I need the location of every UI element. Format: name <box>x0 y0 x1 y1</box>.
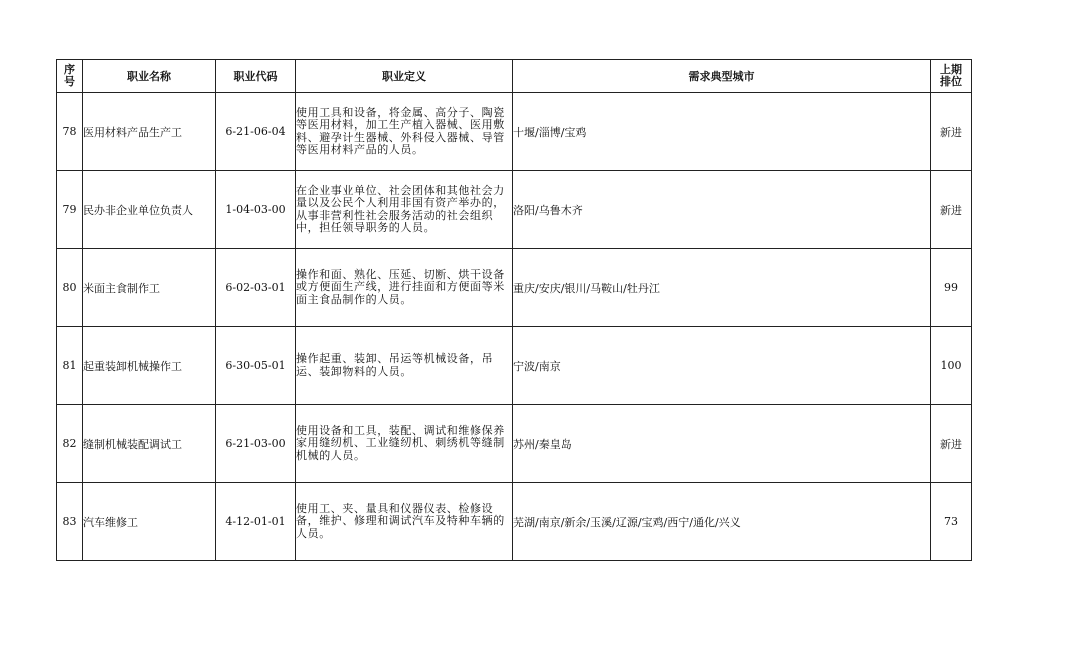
row-last-rank: 新进 <box>931 93 972 171</box>
occupation-table <box>56 59 972 561</box>
row-cities: 洛阳/乌鲁木齐 <box>513 171 931 249</box>
header-index: 序号 <box>57 60 83 93</box>
row-name: 缝制机械装配调试工 <box>83 405 216 483</box>
row-definition: 操作起重、装卸、吊运等机械设备，吊运、装卸物料的人员。 <box>296 327 513 405</box>
row-cities: 苏州/秦皇岛 <box>513 405 931 483</box>
row-index: 80 <box>57 249 83 327</box>
row-code: 6-21-06-04 <box>216 93 296 171</box>
row-index: 78 <box>57 93 83 171</box>
row-definition: 操作和面、熟化、压延、切断、烘干设备或方便面生产线，进行挂面和方便面等米面主食品制作的人员。 <box>296 249 513 327</box>
row-name: 民办非企业单位负责人 <box>83 171 216 249</box>
row-last-rank: 73 <box>931 483 972 561</box>
row-index: 82 <box>57 405 83 483</box>
header-cities: 需求典型城市 <box>513 60 931 93</box>
table-header-row <box>57 60 972 93</box>
row-name: 医用材料产品生产工 <box>83 93 216 171</box>
row-index: 79 <box>57 171 83 249</box>
header-code: 职业代码 <box>216 60 296 93</box>
row-cities: 宁波/南京 <box>513 327 931 405</box>
row-last-rank: 新进 <box>931 171 972 249</box>
row-last-rank: 新进 <box>931 405 972 483</box>
row-definition: 在企业事业单位、社会团体和其他社会力量以及公民个人利用非国有资产举办的，从事非营利性社会服务活动的社会组织中，担任领导职务的人员。 <box>296 171 513 249</box>
row-name: 汽车维修工 <box>83 483 216 561</box>
row-cities: 芜湖/南京/新余/玉溪/辽源/宝鸡/西宁/通化/兴义 <box>513 483 931 561</box>
header-last-rank: 上期排位 <box>931 60 972 93</box>
row-cities: 十堰/淄博/宝鸡 <box>513 93 931 171</box>
row-cities: 重庆/安庆/银川/马鞍山/牡丹江 <box>513 249 931 327</box>
row-code: 6-21-03-00 <box>216 405 296 483</box>
header-name: 职业名称 <box>83 60 216 93</box>
row-definition: 使用工具和设备，将金属、高分子、陶瓷等医用材料，加工生产植入器械、医用敷料、避孕计生器械、外科侵入器械、导管等医用材料产品的人员。 <box>296 93 513 171</box>
row-index: 81 <box>57 327 83 405</box>
table-row <box>57 171 972 249</box>
table-row <box>57 327 972 405</box>
row-code: 6-30-05-01 <box>216 327 296 405</box>
row-code: 6-02-03-01 <box>216 249 296 327</box>
row-index: 83 <box>57 483 83 561</box>
table-row <box>57 249 972 327</box>
row-code: 4-12-01-01 <box>216 483 296 561</box>
row-definition: 使用工、夹、量具和仪器仪表、检修设备，维护、修理和调试汽车及特种车辆的人员。 <box>296 483 513 561</box>
row-name: 米面主食制作工 <box>83 249 216 327</box>
row-last-rank: 100 <box>931 327 972 405</box>
row-name: 起重装卸机械操作工 <box>83 327 216 405</box>
header-definition: 职业定义 <box>296 60 513 93</box>
table-row <box>57 483 972 561</box>
table-row <box>57 93 972 171</box>
row-definition: 使用设备和工具，装配、调试和维修保养家用缝纫机、工业缝纫机、刺绣机等缝制机械的人员。 <box>296 405 513 483</box>
row-last-rank: 99 <box>931 249 972 327</box>
row-code: 1-04-03-00 <box>216 171 296 249</box>
table-row <box>57 405 972 483</box>
